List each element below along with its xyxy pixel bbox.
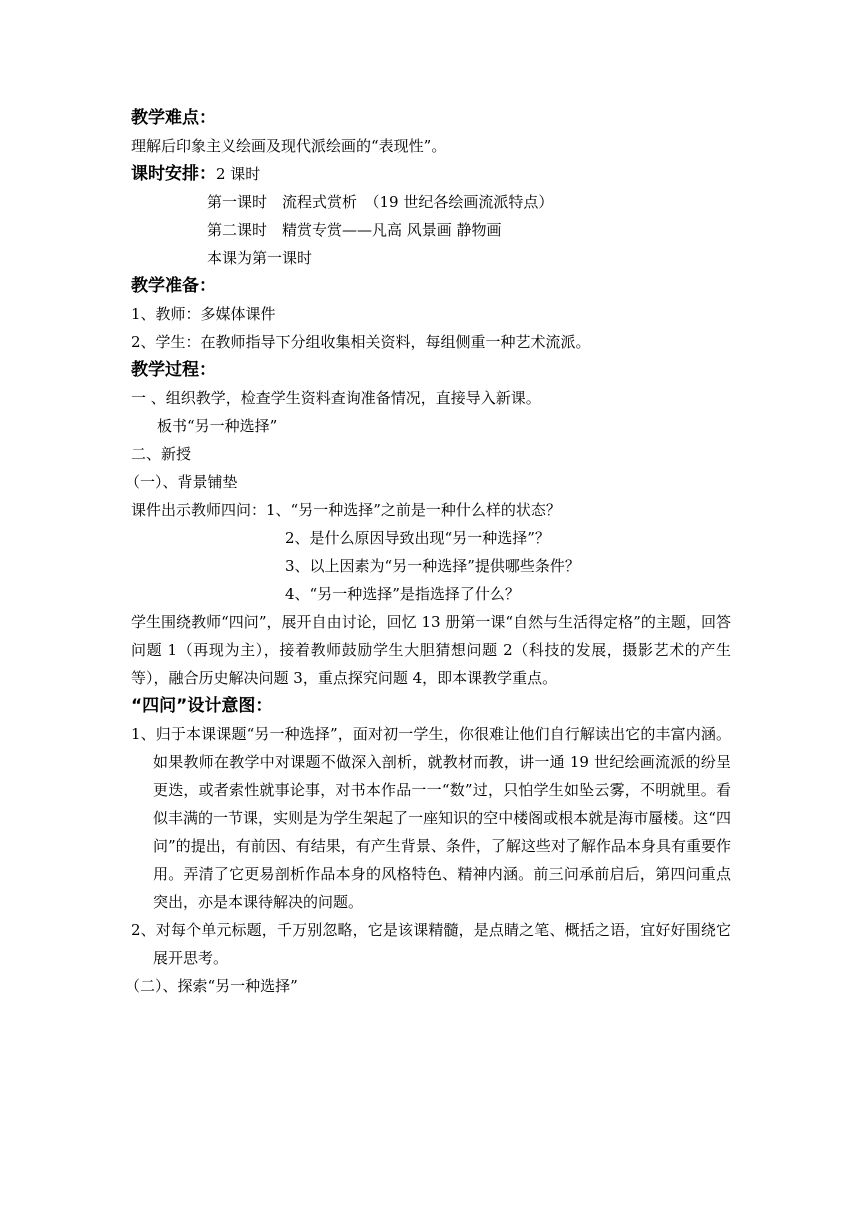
board-note: 板书“另一种选择” [157, 417, 278, 435]
subsection-2-title: （二）、探索“另一种选择” [125, 977, 298, 995]
intent-item-1: 1、归于本课课题“另一种选择”，面对初一学生，你很难让他们自行解读出它的丰富内涵。如果教师在教学中对课题不做深入剖析，就教材而教，讲一通 19 世纪绘画流派的纷呈更迭，或者索性就事论事，对书本作品一一“数”过，只怕学生如坠云雾，不明就里。看似丰满的一节课，实则是为学生架起了一座知识的空中楼阁或根本就是海市蜃楼。这“四问”的提出，有前因、有结果，有产生背景、条件，了解这些对了解作品本身具有重要作用。弄清了它更易剖析作品本身的风格特色、精神内涵。前三问承前启后，第四问重点突出，亦是本课待解决的问题。 [131, 725, 731, 911]
difficulty-heading: 教学难点： [131, 108, 216, 128]
difficulty-text: 理解后印象主义绘画及现代派绘画的“表现性”。 [131, 137, 447, 155]
process-heading: 教学过程： [131, 360, 216, 380]
discussion-paragraph: 学生围绕教师“四问”，展开自由讨论，回忆 13 册第一课“自然与生活得定格”的主题，回答问题 1（再现为主），接着教师鼓励学生大胆猜想问题 2（科技的发展，摄影艺术的产生等），融合历史解决问题 3，重点探究问题 4，即本课教学重点。 [131, 613, 731, 687]
session-line-3: 本课为第一课时 [207, 249, 313, 267]
question-2: 2、是什么原因导致出现“另一种选择”？ [285, 529, 550, 547]
preparation-item-2: 2、学生：在教师指导下分组收集相关资料，每组侧重一种艺术流派。 [131, 333, 591, 351]
session-line-1: 第一课时 流程式赏析 （19 世纪各绘画流派特点） [207, 193, 554, 211]
intent-heading: “四问”设计意图： [131, 696, 273, 716]
intent-item-2: 2、对每个单元标题，千万别忽略，它是该课精髓，是点睛之笔、概括之语，宜好好围绕它展开思考。 [131, 921, 731, 967]
subsection-1-title: （一）、背景铺垫 [125, 473, 238, 491]
question-line-1 [131, 496, 731, 524]
schedule-heading-label: 课时安排： [131, 164, 216, 184]
session-line-2: 第二课时 精赏专赏——凡高 风景画 静物画 [207, 221, 502, 239]
question-1: 1、“另一种选择”之前是一种什么样的状态？ [266, 501, 561, 519]
questions-intro: 课件出示教师四问： [131, 501, 267, 519]
preparation-item-1: 1、教师：多媒体课件 [131, 305, 276, 323]
schedule-value: 2 课时 [216, 165, 261, 183]
preparation-heading: 教学准备： [131, 276, 216, 296]
schedule-heading [131, 160, 731, 188]
question-4: 4、“另一种选择”是指选择了什么？ [285, 585, 520, 603]
process-step-1: 一 、组织教学，检查学生资料查询准备情况，直接导入新课。 [131, 389, 541, 407]
process-step-2: 二、新授 [131, 445, 192, 463]
document-page [125, 104, 731, 1000]
question-3: 3、以上因素为“另一种选择”提供哪些条件？ [285, 557, 580, 575]
